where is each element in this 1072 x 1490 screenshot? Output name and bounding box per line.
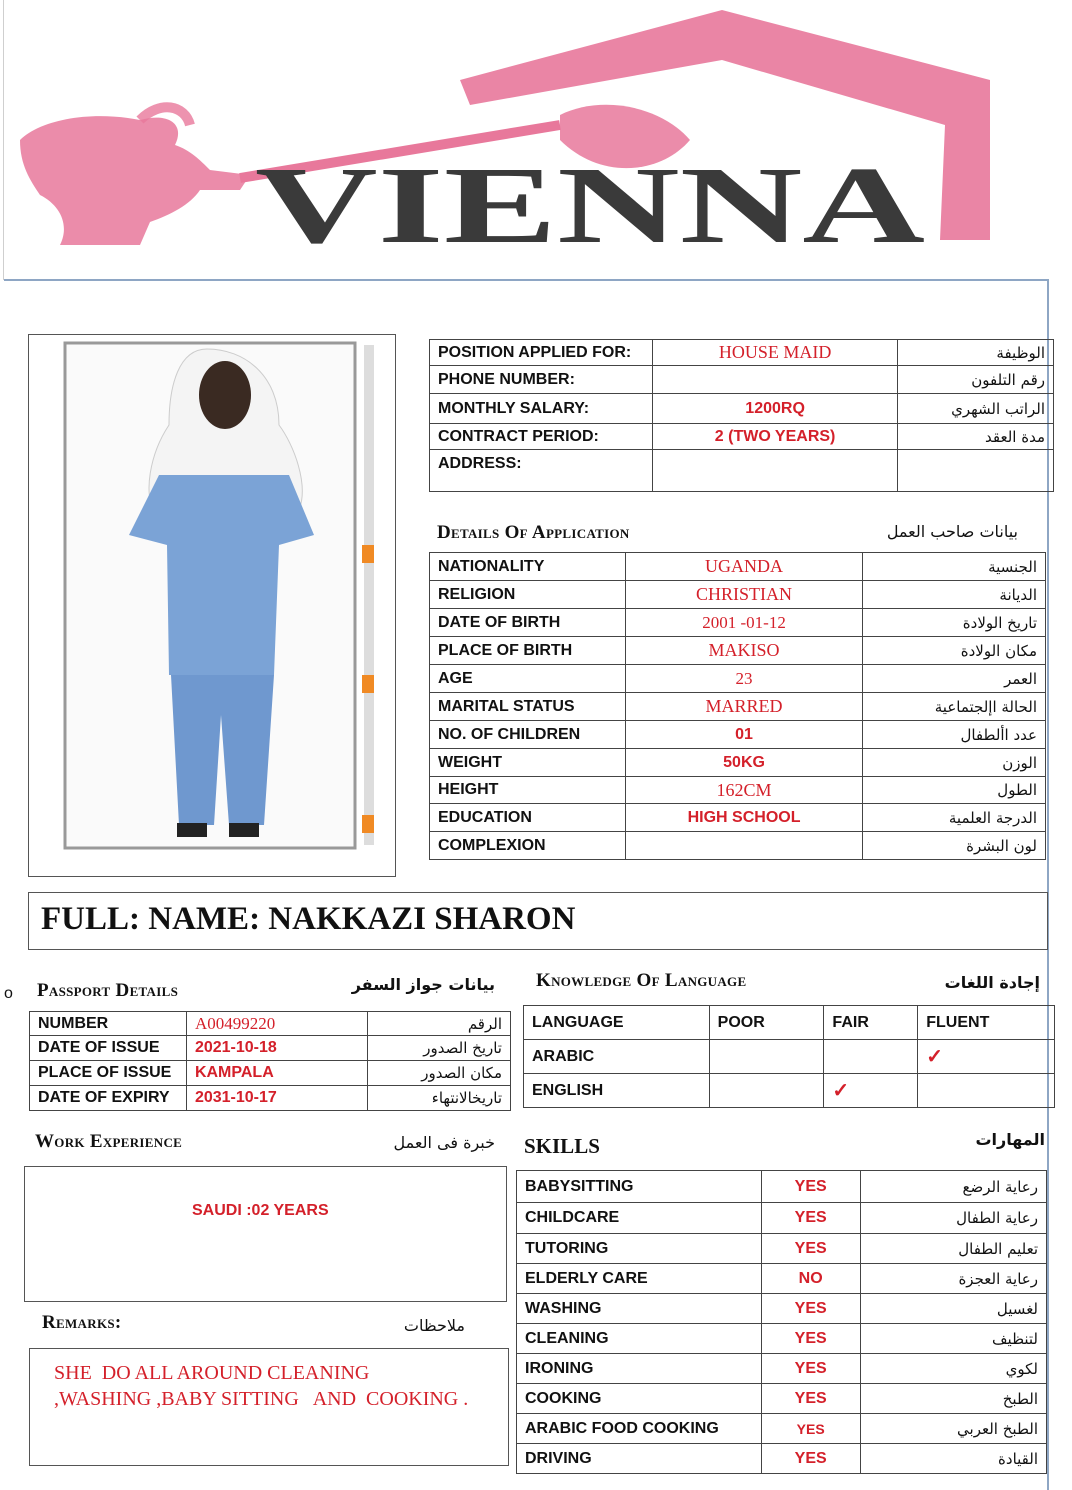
table-row xyxy=(517,1234,1047,1264)
passport-label-ar: تاريخ الصدور xyxy=(368,1036,511,1061)
detail-label-ar: الدرجة العلمية xyxy=(863,804,1046,832)
detail-value: CHRISTIAN xyxy=(625,581,862,609)
detail-label-ar: الوزن xyxy=(863,749,1046,777)
job-label-ar: مدة العقد xyxy=(898,424,1054,450)
experience-box xyxy=(24,1166,507,1302)
remarks-box xyxy=(29,1348,509,1466)
detail-value: 2001 -01-12 xyxy=(625,609,862,637)
table-row xyxy=(517,1444,1047,1474)
skill-label-ar: الطبخ xyxy=(860,1384,1047,1414)
header-divider xyxy=(4,279,1049,281)
detail-label-ar: الديانة xyxy=(863,581,1046,609)
full-name: FULL: NAME: NAKKAZI SHARON xyxy=(41,901,576,937)
passport-label: DATE OF EXPIRY xyxy=(30,1086,187,1111)
full-name-box xyxy=(28,892,1048,950)
table-row xyxy=(517,1264,1047,1294)
vienna-logo xyxy=(0,0,1072,280)
details-title-ar: بيانات صاحب العمل xyxy=(886,522,1018,541)
table-row xyxy=(524,1006,1055,1040)
detail-label-ar: مكان الولادة xyxy=(863,637,1046,665)
stray-mark: o xyxy=(4,985,13,1002)
detail-value xyxy=(625,832,862,860)
skill-value: YES xyxy=(761,1354,860,1384)
language-title: Knowledge Of Language xyxy=(536,970,747,991)
detail-label: PLACE OF BIRTH xyxy=(430,637,626,665)
table-row xyxy=(517,1414,1047,1444)
table-row xyxy=(30,1012,511,1036)
language-name: ENGLISH xyxy=(524,1074,710,1108)
detail-label: RELIGION xyxy=(430,581,626,609)
remarks-title: Remarks: xyxy=(42,1312,122,1333)
table-row xyxy=(517,1294,1047,1324)
job-value xyxy=(652,450,897,492)
skill-label: WASHING xyxy=(517,1294,762,1324)
passport-title-ar: بيانات جواز السفر xyxy=(351,975,495,994)
brand-wordmark: VIENNA xyxy=(255,144,925,266)
skill-label-ar: لتنظيف xyxy=(860,1324,1047,1354)
job-label-ar: الوظيفة xyxy=(898,340,1054,366)
passport-value: 2021-10-18 xyxy=(186,1036,367,1061)
skill-label-ar: تعليم الطفال xyxy=(860,1234,1047,1264)
table-row xyxy=(517,1384,1047,1414)
detail-label: AGE xyxy=(430,665,626,693)
job-value: HOUSE MAID xyxy=(652,340,897,366)
skill-label-ar: القيادة xyxy=(860,1444,1047,1474)
remarks-title-ar: ملاحظات xyxy=(403,1316,465,1335)
passport-label: NUMBER xyxy=(30,1012,187,1036)
passport-label-ar: تاريخالانتهاء xyxy=(368,1086,511,1111)
language-poor-cell xyxy=(709,1074,824,1108)
table-row xyxy=(430,394,1054,424)
remarks-line-1: SHE DO ALL AROUND CLEANING xyxy=(54,1362,370,1384)
detail-label: WEIGHT xyxy=(430,749,626,777)
language-header: POOR xyxy=(709,1006,824,1040)
check-icon: ✓ xyxy=(824,1074,918,1108)
job-value: 1200RQ xyxy=(652,394,897,424)
table-row xyxy=(430,637,1046,665)
table-row xyxy=(430,665,1046,693)
skill-value: YES xyxy=(761,1414,860,1444)
table-row xyxy=(430,553,1046,581)
passport-value: KAMPALA xyxy=(186,1061,367,1086)
skills-title: SKILLS xyxy=(524,1134,600,1158)
job-label-ar: رقم التلفون xyxy=(898,366,1054,394)
left-edge xyxy=(3,0,4,280)
table-row xyxy=(524,1040,1055,1074)
skill-label: ELDERLY CARE xyxy=(517,1264,762,1294)
language-title-ar: إجادة اللغات xyxy=(944,973,1040,992)
experience-text: SAUDI :02 YEARS xyxy=(192,1202,329,1219)
skill-label-ar: لغسيل xyxy=(860,1294,1047,1324)
detail-label-ar: الطول xyxy=(863,777,1046,804)
detail-value: MARRED xyxy=(625,693,862,721)
language-header: FLUENT xyxy=(918,1006,1055,1040)
skill-value: YES xyxy=(761,1234,860,1264)
details-table xyxy=(429,552,1046,860)
check-icon: ✓ xyxy=(918,1040,1055,1074)
details-title: Details Of Application xyxy=(437,522,630,543)
passport-label: DATE OF ISSUE xyxy=(30,1036,187,1061)
job-label: POSITION APPLIED FOR: xyxy=(430,340,653,366)
detail-label-ar: الجنسية xyxy=(863,553,1046,581)
table-row xyxy=(430,832,1046,860)
job-label: ADDRESS: xyxy=(430,450,653,492)
table-row xyxy=(430,721,1046,749)
table-row xyxy=(430,366,1054,394)
skill-label-ar: رعاية العجزة xyxy=(860,1264,1047,1294)
language-table xyxy=(523,1005,1055,1108)
skill-value: YES xyxy=(761,1384,860,1414)
table-row xyxy=(517,1354,1047,1384)
detail-value: HIGH SCHOOL xyxy=(625,804,862,832)
house-roof-logo-icon xyxy=(0,0,1072,280)
table-row xyxy=(517,1171,1047,1203)
job-table xyxy=(429,339,1054,492)
passport-table xyxy=(29,1011,511,1111)
table-row xyxy=(517,1203,1047,1234)
table-row xyxy=(430,777,1046,804)
detail-value: 162CM xyxy=(625,777,862,804)
passport-label-ar: مكان الصدور xyxy=(368,1061,511,1086)
skill-label: BABYSITTING xyxy=(517,1171,762,1203)
skill-label: ARABIC FOOD COOKING xyxy=(517,1414,762,1444)
table-row xyxy=(430,804,1046,832)
job-label-ar xyxy=(898,450,1054,492)
table-row xyxy=(430,340,1054,366)
table-row xyxy=(430,450,1054,492)
skill-label: IRONING xyxy=(517,1354,762,1384)
skill-label-ar: رعاية الطفال xyxy=(860,1203,1047,1234)
candidate-photo xyxy=(28,334,396,877)
table-row xyxy=(430,609,1046,637)
table-row xyxy=(430,693,1046,721)
job-label: MONTHLY SALARY: xyxy=(430,394,653,424)
skill-value: YES xyxy=(761,1294,860,1324)
job-label: CONTRACT PERIOD: xyxy=(430,424,653,450)
detail-label: DATE OF BIRTH xyxy=(430,609,626,637)
detail-label: COMPLEXION xyxy=(430,832,626,860)
language-fair-cell xyxy=(824,1040,918,1074)
language-name: ARABIC xyxy=(524,1040,710,1074)
remarks-line-2: ,WASHING ,BABY SITTING AND COOKING . xyxy=(54,1388,469,1410)
table-row xyxy=(517,1324,1047,1354)
passport-label-ar: الرقم xyxy=(368,1012,511,1036)
table-row xyxy=(30,1061,511,1086)
detail-label: HEIGHT xyxy=(430,777,626,804)
skill-label-ar: لكوي xyxy=(860,1354,1047,1384)
skill-value: YES xyxy=(761,1171,860,1203)
skill-value: YES xyxy=(761,1324,860,1354)
skill-value: YES xyxy=(761,1203,860,1234)
skill-label-ar: رعاية الرضع xyxy=(860,1171,1047,1203)
detail-value: 23 xyxy=(625,665,862,693)
table-row xyxy=(30,1036,511,1061)
language-header: LANGUAGE xyxy=(524,1006,710,1040)
skill-label-ar: الطبخ العربي xyxy=(860,1414,1047,1444)
detail-label: MARITAL STATUS xyxy=(430,693,626,721)
detail-value: 01 xyxy=(625,721,862,749)
skill-label: CHILDCARE xyxy=(517,1203,762,1234)
skill-value: YES xyxy=(761,1444,860,1474)
detail-label-ar: لون البشرة xyxy=(863,832,1046,860)
job-label-ar: الراتب الشهري xyxy=(898,394,1054,424)
detail-label-ar: العمر xyxy=(863,665,1046,693)
skill-value: NO xyxy=(761,1264,860,1294)
skill-label: TUTORING xyxy=(517,1234,762,1264)
language-header: FAIR xyxy=(824,1006,918,1040)
table-row xyxy=(524,1074,1055,1108)
skills-title-ar: المهارات xyxy=(975,1130,1045,1149)
language-fluent-cell xyxy=(918,1074,1055,1108)
experience-title: Work Experience xyxy=(35,1131,183,1152)
skill-label: CLEANING xyxy=(517,1324,762,1354)
table-row xyxy=(430,424,1054,450)
experience-title-ar: خبرة فى العمل xyxy=(393,1133,495,1152)
passport-value: 2031-10-17 xyxy=(186,1086,367,1111)
person-photo-icon xyxy=(29,335,395,876)
detail-label-ar: تاريخ الولادة xyxy=(863,609,1046,637)
job-value xyxy=(652,366,897,394)
job-label: PHONE NUMBER: xyxy=(430,366,653,394)
passport-title: Passport Details xyxy=(37,980,179,1001)
detail-value: UGANDA xyxy=(625,553,862,581)
language-poor-cell xyxy=(709,1040,824,1074)
skills-table xyxy=(516,1170,1047,1474)
skill-label: COOKING xyxy=(517,1384,762,1414)
skill-label: DRIVING xyxy=(517,1444,762,1474)
detail-label: NATIONALITY xyxy=(430,553,626,581)
detail-value: MAKISO xyxy=(625,637,862,665)
detail-value: 50KG xyxy=(625,749,862,777)
table-row xyxy=(430,749,1046,777)
passport-value: A00499220 xyxy=(186,1012,367,1036)
table-row xyxy=(30,1086,511,1111)
detail-label-ar: عدد األطفال xyxy=(863,721,1046,749)
detail-label-ar: الحالة اإلجتماعية xyxy=(863,693,1046,721)
job-value: 2 (TWO YEARS) xyxy=(652,424,897,450)
table-row xyxy=(430,581,1046,609)
passport-label: PLACE OF ISSUE xyxy=(30,1061,187,1086)
detail-label: NO. OF CHILDREN xyxy=(430,721,626,749)
detail-label: EDUCATION xyxy=(430,804,626,832)
